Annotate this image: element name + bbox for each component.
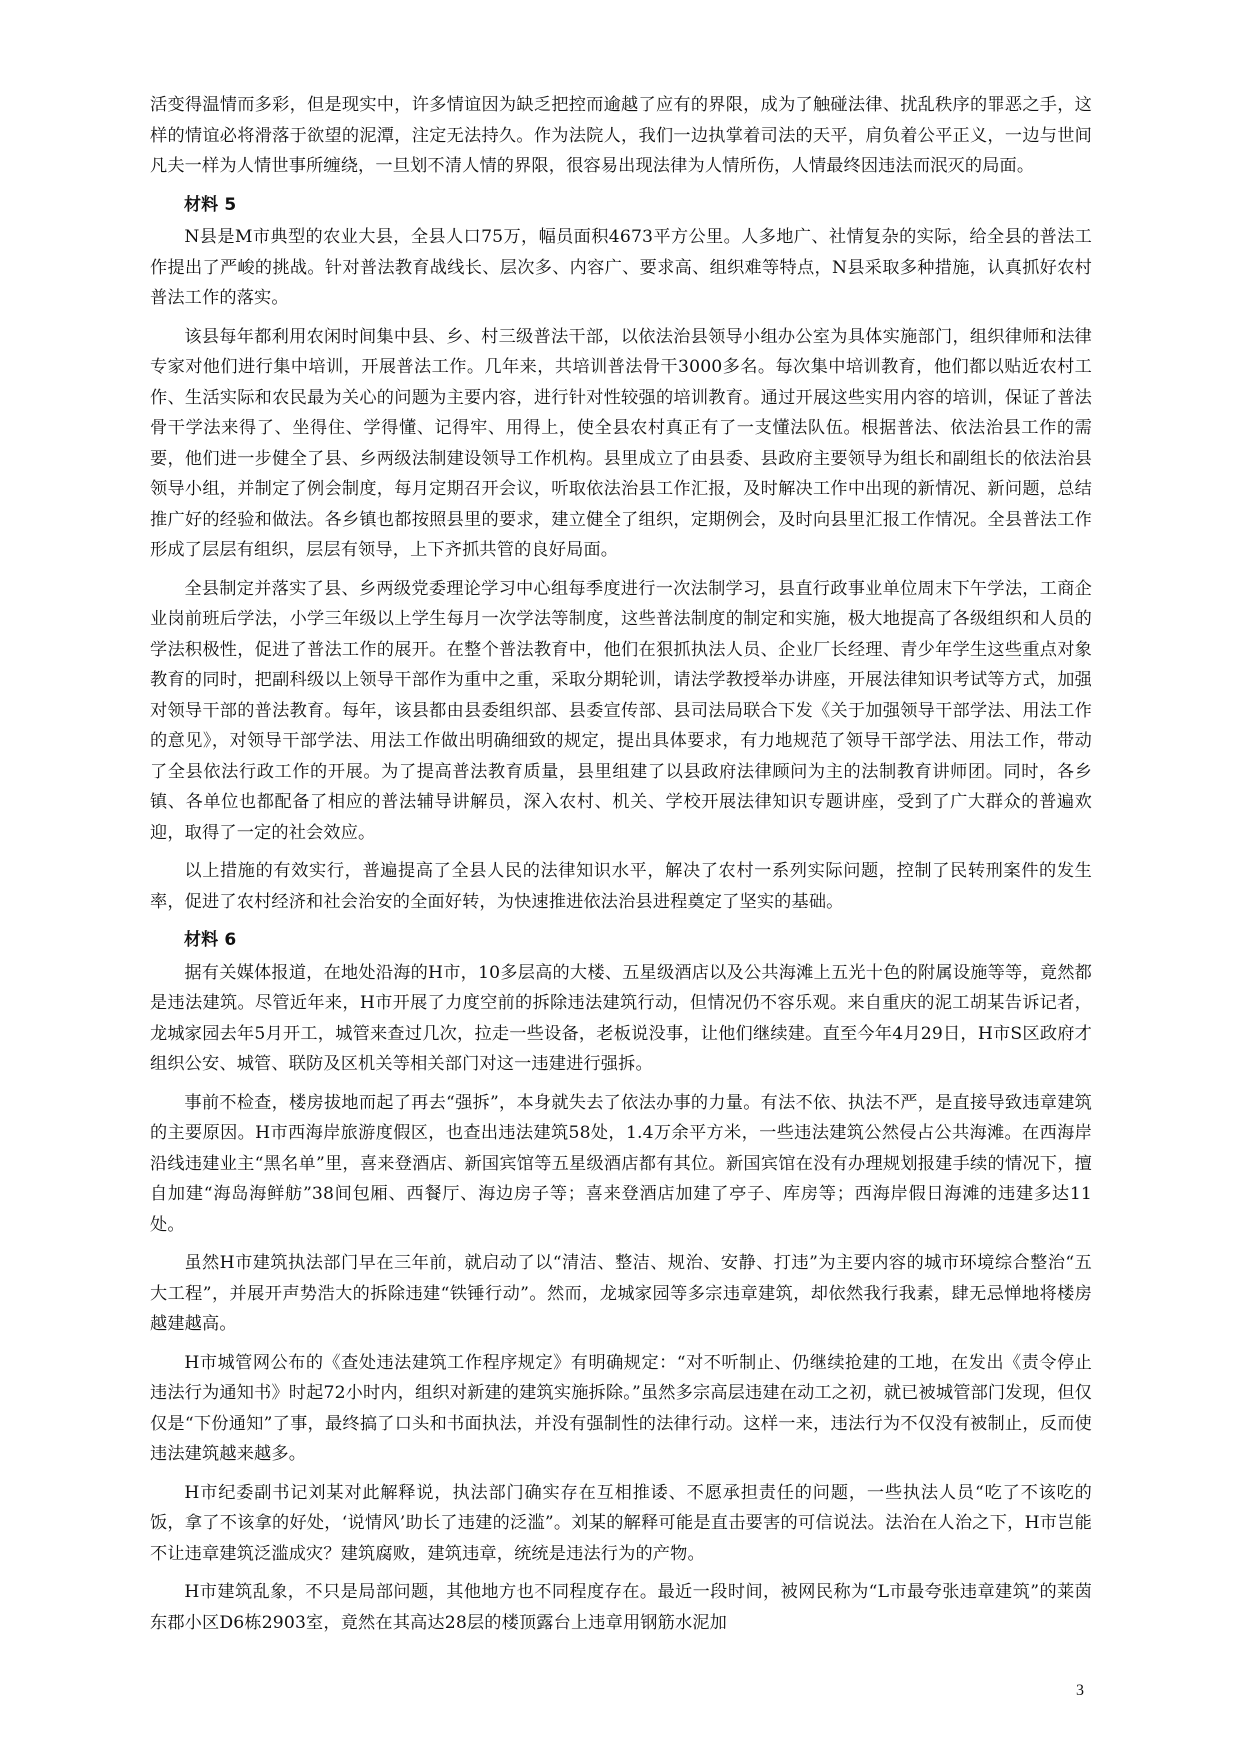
paragraph: 活变得温情而多彩，但是现实中，许多情谊因为缺乏把控而逾越了应有的界限，成为了触碰法律、扰乱秩序的罪恶之手，这样的情谊必将滑落于欲望的泥潭，注定无法持久。作为法院人，我们一边执掌着司法的天平，肩负着公平正义，一边与世间凡夫一样为人情世事所缠绕，一旦划不清人情的界限，很容易出现法律为人情所伤，人情最终因违法而泯灭的局面。 xyxy=(150,95,1092,176)
paragraph: H市城管网公布的《查处违法建筑工作程序规定》有明确规定：“对不听制止、仍继续抢建的工地，在发出《责令停止违法行为通知书》时起72小时内，组织对新建的建筑实施拆除。”虽然多宗高层违建在动工之初，就已被城管部门发现，但仅仅是“下份通知”了事，最终搞了口头和书面执法，并没有强制性的法律行动。这样一来，违法行为不仅没有被制止，反而使违法建筑越来越多。 xyxy=(150,1352,1092,1464)
paragraph: 虽然H市建筑执法部门早在三年前，就启动了以“清洁、整洁、规治、安静、打违”为主要内容的城市环境综合整治“五大工程”，并展开声势浩大的拆除违建“铁锤行动”。然而，龙城家园等多宗违章建筑，却依然我行我素，肆无忌惮地将楼房越建越高。 xyxy=(150,1253,1092,1334)
paragraph: H市建筑乱象，不只是局部问题，其他地方也不同程度存在。最近一段时间，被网民称为“L市最夸张违章建筑”的莱茵东郡小区D6栋2903室，竟然在其高达28层的楼顶露台上违章用钢筋水泥加 xyxy=(150,1582,1092,1633)
page-number: 3 xyxy=(1076,1682,1084,1699)
paragraph: N县是M市典型的农业大县，全县人口75万，幅员面积4673平方公里。人多地广、社情复杂的实际，给全县的普法工作提出了严峻的挑战。针对普法教育战线长、层次多、内容广、要求高、组织难等特点，N县采取多种措施，认真抓好农村普法工作的落实。 xyxy=(150,227,1092,308)
paragraph: 据有关媒体报道，在地处沿海的H市，10多层高的大楼、五星级酒店以及公共海滩上五光十色的附属设施等等，竟然都是违法建筑。尽管近年来，H市开展了力度空前的拆除违法建筑行动，但情况仍不容乐观。来自重庆的泥工胡某告诉记者，龙城家园去年5月开工，城管来查过几次，拉走一些设备，老板说没事，让他们继续建。直至今年4月29日，H市S区政府才组织公安、城管、联防及区机关等相关部门对这一违建进行强拆。 xyxy=(150,962,1092,1074)
section-heading: 材料 5 xyxy=(184,194,237,215)
document-body xyxy=(150,90,1092,1646)
paragraph: 事前不检查，楼房拔地而起了再去“强拆”，本身就失去了依法办事的力量。有法不依、执法不严，是直接导致违章建筑的主要原因。H市西海岸旅游度假区，也查出违法建筑58处，1.4万余平方米，一些违法建筑公然侵占公共海滩。在西海岸沿线违建业主“黑名单”里，喜来登酒店、新国宾馆等五星级酒店都有其位。新国宾馆在没有办理规划报建手续的情况下，擅自加建“海岛海鲜舫”38间包厢、西餐厅、海边房子等；喜来登酒店加建了亭子、库房等；西海岸假日海滩的违建多达11处。 xyxy=(150,1092,1092,1235)
paragraph: 全县制定并落实了县、乡两级党委理论学习中心组每季度进行一次法制学习，县直行政事业单位周末下午学法，工商企业岗前班后学法，小学三年级以上学生每月一次学法等制度，这些普法制度的制定和实施，极大地提高了各级组织和人员的学法积极性，促进了普法工作的展开。在整个普法教育中，他们在狠抓执法人员、企业厂长经理、青少年学生这些重点对象教育的同时，把副科级以上领导干部作为重中之重，采取分期轮训，请法学教授举办讲座，开展法律知识考试等方式，加强对领导干部的普法教育。每年，该县都由县委组织部、县委宣传部、县司法局联合下发《关于加强领导干部学法、用法工作的意见》，对领导干部学法、用法工作做出明确细致的规定，提出具体要求，有力地规范了领导干部学法、用法工作，带动了全县依法行政工作的开展。为了提高普法教育质量，县里组建了以县政府法律顾问为主的法制教育讲师团。同时，各乡镇、各单位也都配备了相应的普法辅导讲解员，深入农村、机关、学校开展法律知识专题讲座，受到了广大群众的普遍欢迎，取得了一定的社会效应。 xyxy=(150,578,1092,843)
paragraph: 该县每年都利用农闲时间集中县、乡、村三级普法干部，以依法治县领导小组办公室为具体实施部门，组织律师和法律专家对他们进行集中培训，开展普法工作。几年来，共培训普法骨干3000多名。每次集中培训教育，他们都以贴近农村工作、生活实际和农民最为关心的问题为主要内容，进行针对性较强的培训教育。通过开展这些实用内容的培训，保证了普法骨干学法来得了、坐得住、学得懂、记得牢、用得上，使全县农村真正有了一支懂法队伍。根据普法、依法治县工作的需要，他们进一步健全了县、乡两级法制建设领导工作机构。县里成立了由县委、县政府主要领导为组长和副组长的依法治县领导小组，并制定了例会制度，每月定期召开会议，听取依法治县工作汇报，及时解决工作中出现的新情况、新问题，总结推广好的经验和做法。各乡镇也都按照县里的要求，建立健全了组织，定期例会，及时向县里汇报工作情况。全县普法工作形成了层层有组织，层层有领导，上下齐抓共管的良好局面。 xyxy=(150,326,1092,560)
paragraph: H市纪委副书记刘某对此解释说，执法部门确实存在互相推诿、不愿承担责任的问题，一些执法人员“吃了不该吃的饭，拿了不该拿的好处，‘说情风’助长了违建的泛滥”。刘某的解释可能是直击要害的可信说法。法治在人治之下，H市岂能不让违章建筑泛滥成灾？建筑腐败，建筑违章，统统是违法行为的产物。 xyxy=(150,1482,1092,1564)
section-heading: 材料 6 xyxy=(184,930,237,950)
paragraph: 以上措施的有效实行，普遍提高了全县人民的法律知识水平，解决了农村一系列实际问题，控制了民转刑案件的发生率，促进了农村经济和社会治安的全面好转，为快速推进依法治县进程奠定了坚实的基础。 xyxy=(150,861,1092,912)
